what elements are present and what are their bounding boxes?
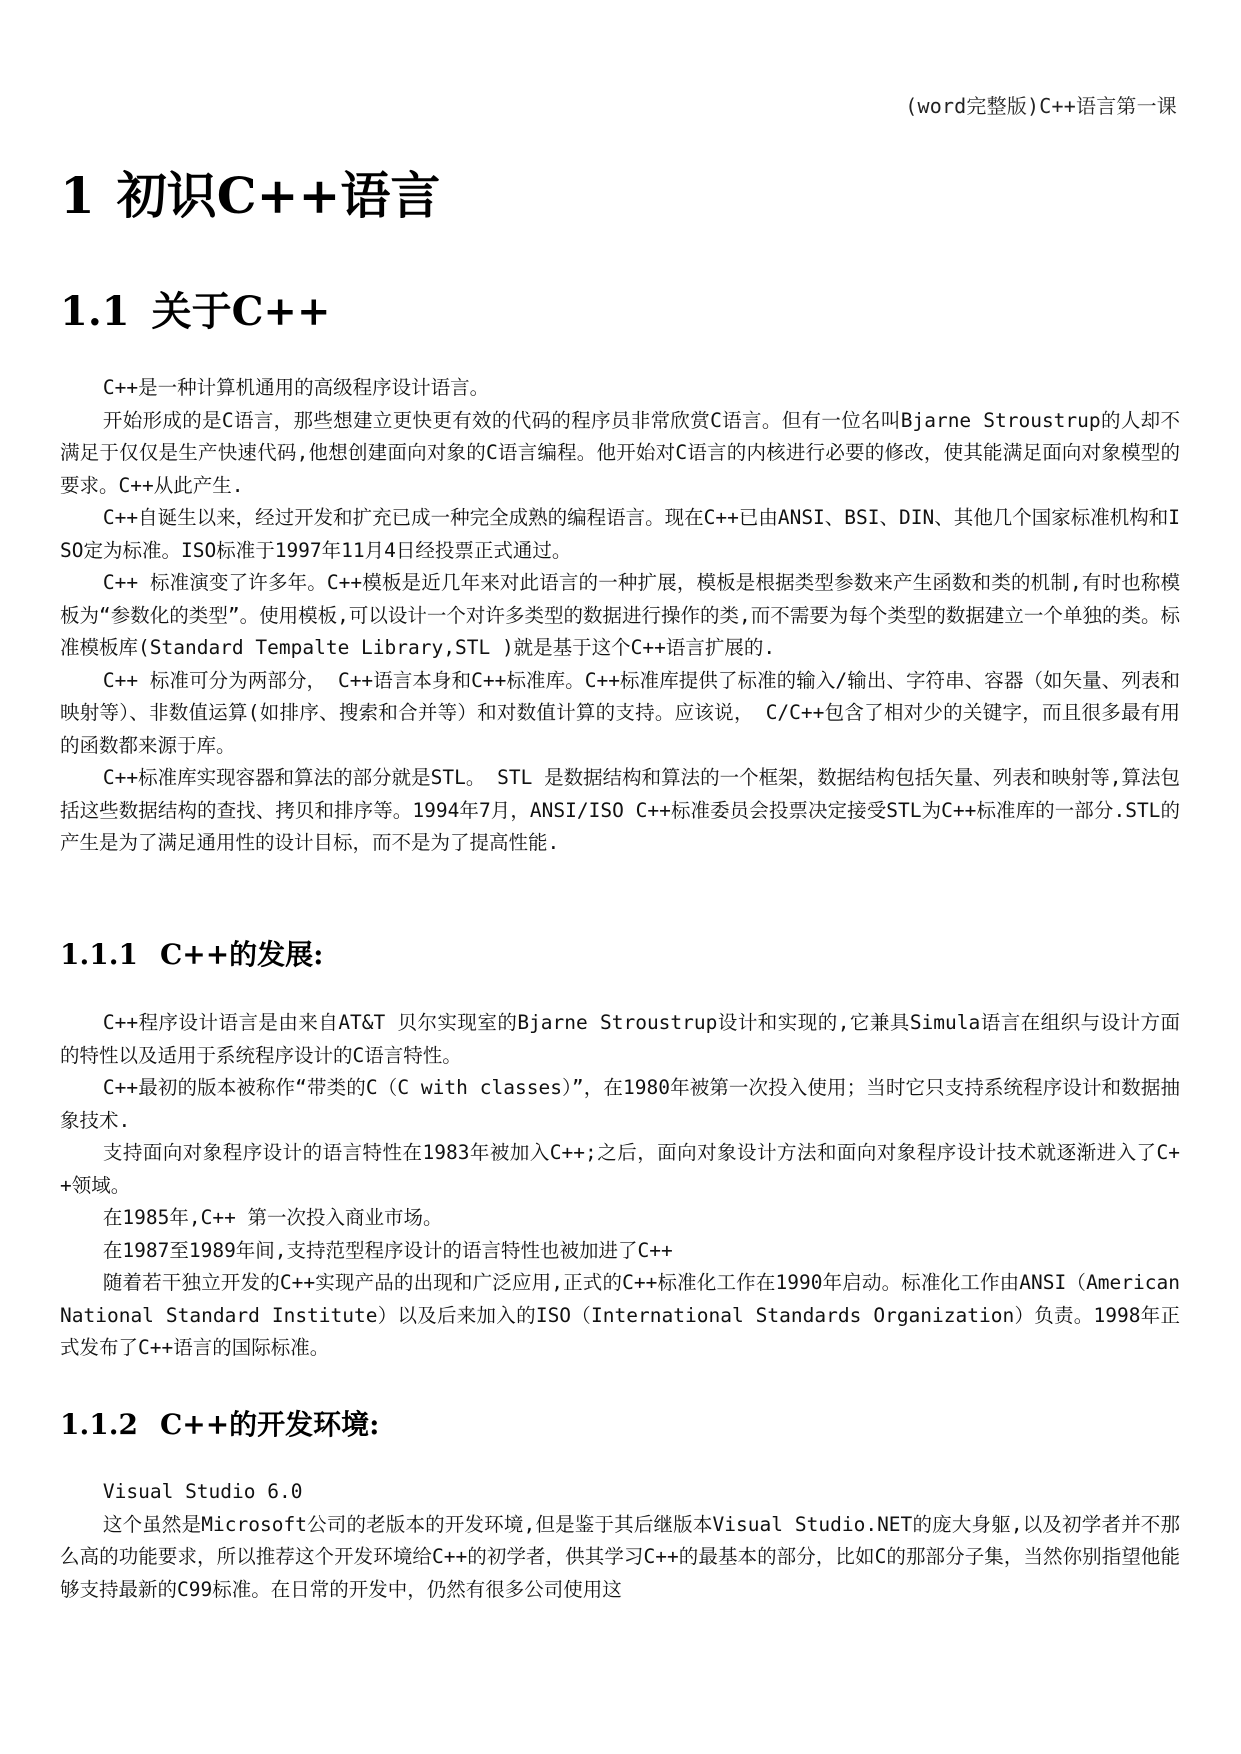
body-paragraph: 开始形成的是C语言，那些想建立更快更有效的代码的程序员非常欣赏C语言。但有一位名叫Bjarne Stroustrup的人却不满足于仅仅是生产快速代码,他想创建面向对象的C语言编程。他开始对C语言的内核进行必要的修改，使其能满足面向对象模型的要求。C++从此产生. [60,408,1180,497]
body-paragraph: C++是一种计算机通用的高级程序设计语言。 [102,376,490,399]
body-paragraph: C++ 标准演变了许多年。C++模板是近几年来对此语言的一种扩展，模板是根据类型参数来产生函数和类的机制,有时也称模板为“参数化的类型”。使用模板,可以设计一个对许多类型的数据进行操作的类,而不需要为每个类型的数据建立一个单独的类。标准模板库(Standard Tempalte Library,STL )就是基于这个C++语言扩展的. [60,571,1180,659]
subsection-title-text: C++的发展: [159,938,324,971]
body-paragraph: Visual Studio 6.0 [102,1480,303,1503]
chapter-number: 1 [60,166,95,225]
body-paragraph: 在1987至1989年间,支持范型程序设计的语言特性也被加进了C++ [102,1238,673,1262]
body-paragraph: 在1985年,C++ 第一次投入商业市场。 [102,1206,443,1229]
subsection-number: 1.1.1 [60,938,138,971]
subsection-title-text: C++的开发环境: [159,1408,380,1441]
body-paragraph: C++程序设计语言是由来自AT&T 贝尔实现室的Bjarne Stroustrup设计和实现的,它兼具Simula语言在组织与设计方面的特性以及适用于系统程序设计的C语言特性。 [60,1011,1180,1067]
body-paragraph: C++最初的版本被称作“带类的C（C with classes）”，在1980年被第一次投入使用；当时它只支持系统程序设计和数据抽象技术. [60,1076,1180,1132]
section-number: 1.1 [60,288,130,335]
chapter-title [60,168,440,223]
section-title [60,290,330,334]
running-header: (word完整版)C++语言第一课 [905,94,1177,118]
body-paragraph: 支持面向对象程序设计的语言特性在1983年被加入C++;之后，面向对象设计方法和面向对象程序设计技术就逐渐进入了C++领域。 [60,1141,1180,1197]
body-paragraph: 随着若干独立开发的C++实现产品的出现和广泛应用,正式的C++标准化工作在1990年启动。标准化工作由ANSI（American National Standard Institute）以及后来加入的ISO（International Standards Organization）负责。1998年正式发布了C++语言的国际标准。 [60,1271,1180,1359]
chapter-title-text: 初识C++语言 [116,166,441,225]
subsection-number: 1.1.2 [60,1408,138,1441]
subsection-title-environment [60,1408,380,1442]
body-paragraph: C++自诞生以来，经过开发和扩充已成一种完全成熟的编程语言。现在C++已由ANSI、BSI、DIN、其他几个国家标准机构和ISO定为标准。ISO标准于1997年11月4日经投票正式通过。 [60,506,1180,562]
section-body [60,372,1180,860]
subsection-title-development [60,938,324,972]
body-paragraph: C++标准库实现容器和算法的部分就是STL。 STL 是数据结构和算法的一个框架，数据结构包括矢量、列表和映射等,算法包括这些数据结构的查找、拷贝和排序等。1994年7月，ANSI/ISO C++标准委员会投票决定接受STL为C++标准库的一部分.STL的产生是为了满足通用性的设计目标，而不是为了提高性能. [60,766,1180,854]
subsection-development-body [60,1007,1180,1365]
body-paragraph: 这个虽然是Microsoft公司的老版本的开发环境,但是鉴于其后继版本Visual Studio.NET的庞大身躯,以及初学者并不那么高的功能要求，所以推荐这个开发环境给C++的初学者，供其学习C++的最基本的部分，比如C的那部分子集，当然你别指望他能够支持最新的C99标准。在日常的开发中，仍然有很多公司使用这 [60,1512,1180,1601]
body-paragraph: C++ 标准可分为两部分， C++语言本身和C++标准库。C++标准库提供了标准的输入/输出、字符串、容器（如矢量、列表和映射等）、非数值运算(如排序、搜索和合并等）和对数值计算的支持。应该说， C/C++包含了相对少的关键字，而且很多最有用的函数都来源于库。 [60,668,1180,757]
section-title-text: 关于C++ [151,288,331,335]
subsection-environment-body [60,1476,1180,1606]
